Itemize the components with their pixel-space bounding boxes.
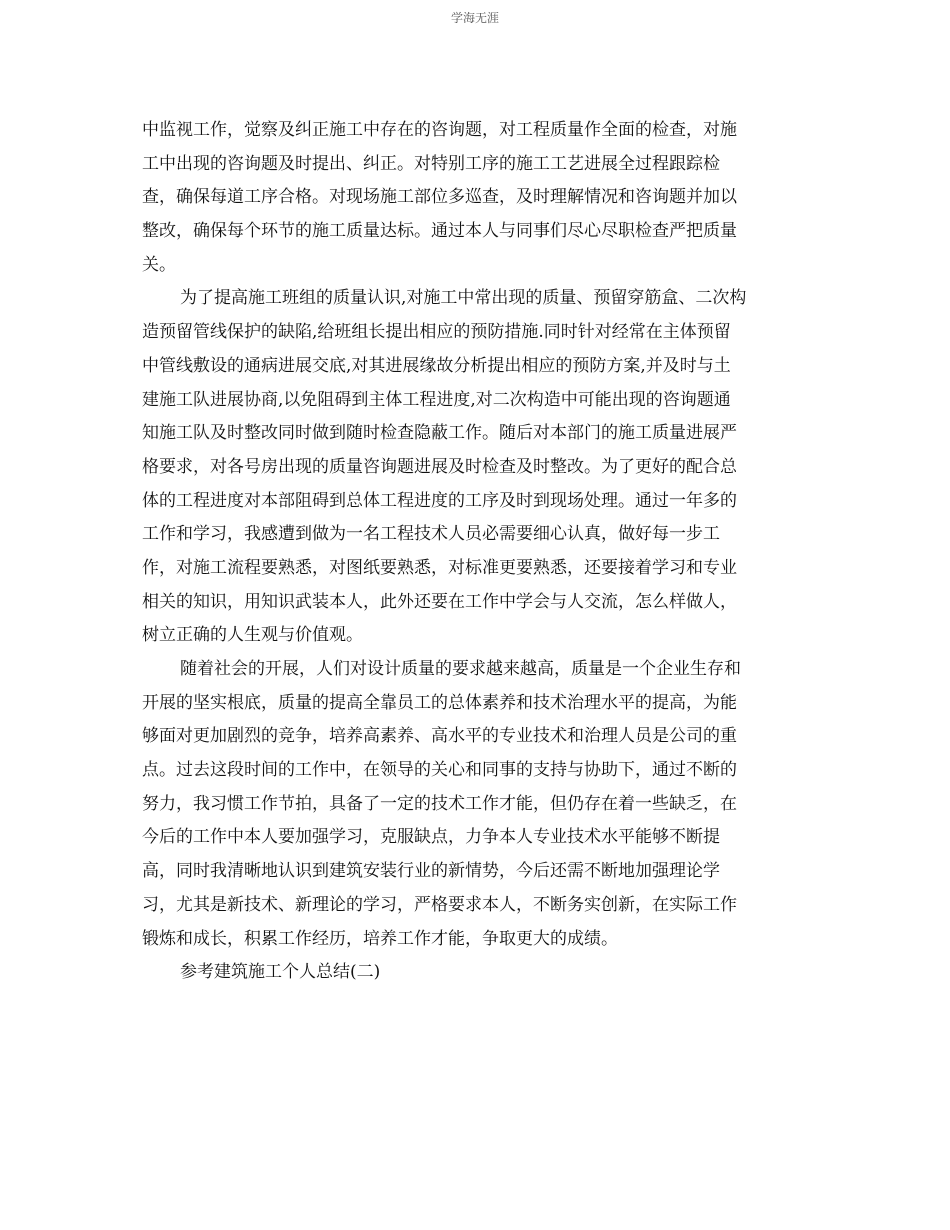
text-line: 造预留管线保护的缺陷,给班组长提出相应的预防措施.同时针对经常在主体预留	[142, 322, 731, 343]
text-line: 为了提高施工班组的质量认识,对施工中常出现的质量、预留穿筋盒、二次构	[180, 288, 747, 309]
text-line: 知施工队及时整改同时做到随时检查隐蔽工作。随后对本部门的施工质量进展严	[142, 423, 737, 444]
text-line: 锻炼和成长，积累工作经历，培养工作才能，争取更大的成绩。	[142, 928, 618, 949]
text-line: 习，尤其是新技术、新理论的学习，严格要求本人，不断务实创新，在实际工作	[142, 894, 737, 915]
text-line: 整改，确保每个环节的施工质量达标。通过本人与同事们尽心尽职检查严把质量	[142, 221, 737, 242]
text-line: 查，确保每道工序合格。对现场施工部位多巡查，及时理解情况和咨询题并加以	[142, 187, 737, 208]
text-line: 够面对更加剧烈的竞争，培养高素养、高水平的专业技术和治理人员是公司的重	[142, 726, 737, 747]
paragraph-2	[142, 282, 810, 653]
text-line: 作，对施工流程要熟悉，对图纸要熟悉，对标准更要熟悉，还要接着学习和专业	[142, 557, 737, 578]
section-subtitle: 参考建筑施工个人总结(二)	[180, 962, 381, 983]
text-line: 努力，我习惯工作节拍，具备了一定的技术工作才能，但仍存在着一些缺乏，在	[142, 793, 737, 814]
text-line: 中监视工作，觉察及纠正施工中存在的咨询题，对工程质量作全面的检查，对施	[142, 120, 737, 140]
section-subtitle-block	[142, 956, 810, 990]
text-line: 相关的知识，用知识武装本人，此外还要在工作中学会与人交流，怎么样做人，	[142, 591, 737, 612]
text-line: 建施工队进展协商,以免阻碍到主体工程进度,对二次构造中可能出现的咨询题通	[142, 389, 731, 410]
text-line: 树立正确的人生观与价值观。	[142, 625, 363, 646]
text-line: 高，同时我清晰地认识到建筑安装行业的新情势，今后还需不断地加强理论学	[142, 861, 720, 882]
paragraph-3	[142, 653, 810, 956]
text-line: 工中出现的咨询题及时提出、纠正。对特别工序的施工工艺进展全过程跟踪检	[142, 153, 720, 174]
text-line: 点。过去这段时间的工作中，在领导的关心和同事的支持与协助下，通过不断的	[142, 760, 737, 781]
text-line: 随着社会的开展，人们对设计质量的要求越来越高，质量是一个企业生存和	[180, 659, 741, 679]
page-header: 学海无涯	[450, 11, 499, 25]
text-line: 格要求，对各号房出现的质量咨询题进展及时检查及时整改。为了更好的配合总	[142, 456, 737, 477]
document-body	[142, 114, 810, 990]
text-line: 中管线敷设的通病进展交底,对其进展缘故分析提出相应的预防方案,并及时与土	[142, 355, 731, 376]
text-line: 开展的坚实根底，质量的提高全靠员工的总体素养和技术治理水平的提高，为能	[142, 692, 737, 713]
paragraph-1	[142, 114, 810, 282]
text-line: 工作和学习，我感遭到做为一名工程技术人员必需要细心认真，做好每一步工	[142, 524, 720, 545]
text-line: 关。	[142, 254, 176, 275]
text-line: 体的工程进度对本部阻碍到总体工程进度的工序及时到现场处理。通过一年多的	[142, 490, 737, 511]
text-line: 今后的工作中本人要加强学习，克服缺点，力争本人专业技术水平能够不断提	[142, 827, 720, 848]
